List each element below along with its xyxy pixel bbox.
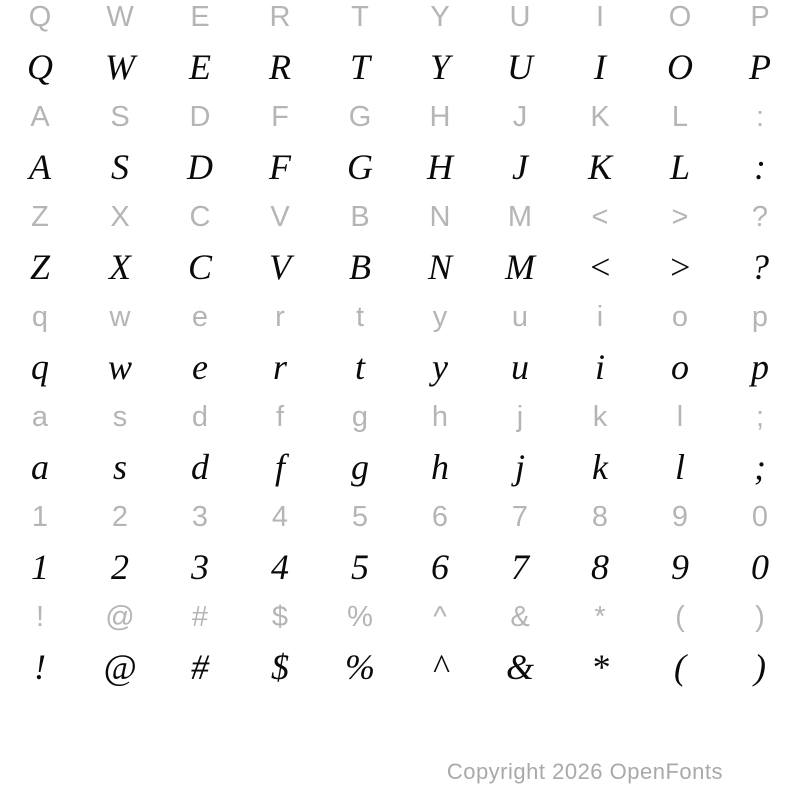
character-row-italic [0,442,800,492]
character-cell: f [275,400,285,433]
character-cell: 6 [431,500,449,533]
character-cell: * [594,600,606,633]
character-cell: I [595,0,605,33]
character-cell: $ [271,600,289,633]
character-cell: X [110,200,130,233]
character-cell: e [192,347,208,387]
character-cell: g [351,447,369,487]
character-cell: S [111,147,129,187]
character-cell: y [432,347,448,387]
character-cell: f [274,447,285,487]
character-cell: U [507,47,533,87]
character-cell: U [509,0,531,33]
character-cell: H [427,147,453,187]
character-row-gray [0,0,800,42]
copyright-text: Copyright 2026 OpenFonts [446,759,723,784]
character-cell: r [275,300,285,333]
character-cell: 3 [191,547,209,587]
character-cell: e [191,300,209,333]
character-cell: h [431,447,449,487]
character-cell: 6 [431,547,449,587]
character-cell: J [512,147,528,187]
character-cell: u [511,300,529,333]
character-cell: y [432,300,448,333]
character-cell: @ [103,647,137,687]
character-row-gray [0,192,800,242]
character-cell: P [750,0,770,33]
character-cell: S [110,100,130,133]
character-cell: q [31,300,49,333]
character-cell: 1 [31,500,49,533]
character-cell: E [190,0,210,33]
character-cell: 1 [31,547,49,587]
character-row-gray [0,92,800,142]
character-cell: ( [674,647,686,687]
character-cell: Z [31,200,49,233]
character-cell: A [29,147,51,187]
character-cell: ^ [432,647,448,687]
character-cell: M [507,200,533,233]
character-cell: q [31,347,49,387]
character-cell: Z [29,247,51,287]
character-cell: : [755,100,765,133]
character-cell: 5 [351,500,369,533]
character-row-gray [0,392,800,442]
character-cell: E [189,47,211,87]
character-cell: 7 [511,500,529,533]
character-cell: s [112,447,127,487]
character-cell: u [511,347,529,387]
character-cell: t [354,347,365,387]
character-cell: 4 [271,500,289,533]
character-cell: l [676,400,684,433]
character-cell: C [187,247,212,287]
character-cell: C [189,200,211,233]
character-cell: j [516,400,524,433]
character-cell: N [427,247,452,287]
character-cell: R [269,47,291,87]
character-cell: 2 [111,547,129,587]
character-cell: T [349,47,371,87]
character-cell: 8 [591,500,609,533]
character-cell: t [355,300,365,333]
character-cell: D [187,147,213,187]
character-cell: j [514,447,525,487]
character-cell: * [591,647,609,687]
character-cell: Y [429,47,451,87]
character-row-italic [0,42,800,92]
character-cell: V [269,247,291,287]
character-cell: # [191,647,209,687]
character-cell: 9 [671,547,689,587]
character-cell: N [429,200,451,233]
character-cell: p [751,347,769,387]
character-row-italic [0,242,800,292]
character-cell: 7 [511,547,529,587]
character-cell: & [510,600,530,633]
character-cell: ) [754,647,766,687]
character-cell: k [592,400,608,433]
character-cell: i [594,347,605,387]
character-cell: 0 [751,547,769,587]
character-cell: r [272,347,287,387]
character-cell: < [591,200,609,233]
character-cell: Y [430,0,450,33]
character-cell: p [751,300,769,333]
character-cell: O [668,0,692,33]
character-cell: D [189,100,211,133]
character-cell: B [350,200,370,233]
character-cell: K [590,100,610,133]
character-cell: ! [35,600,45,633]
character-cell: s [112,400,128,433]
character-cell: l [674,447,685,487]
character-cell: P [749,47,771,87]
character-cell: ; [755,400,765,433]
character-cell: h [431,400,449,433]
character-cell: k [592,447,608,487]
character-cell: i [596,300,604,333]
character-row-gray [0,492,800,542]
character-cell: B [349,247,371,287]
character-cell: ) [755,600,765,633]
character-cell: H [429,100,451,133]
character-cell: 5 [351,547,369,587]
character-cell: o [671,300,689,333]
character-cell: 4 [271,547,289,587]
character-row-italic [0,342,800,392]
character-cell: ( [675,600,685,633]
character-cell: R [269,0,291,33]
character-cell: T [351,0,369,33]
character-cell: # [191,600,209,633]
character-cell: X [109,247,131,287]
character-cell: $ [271,647,289,687]
character-cell: 0 [751,500,769,533]
character-row-gray [0,592,800,642]
character-cell: J [512,100,528,133]
character-cell: 8 [591,547,609,587]
character-cell: & [505,647,534,687]
character-cell: 9 [671,500,689,533]
character-cell: G [347,147,373,187]
character-cell: M [505,247,535,287]
character-cell: o [671,347,689,387]
character-cell: F [271,100,289,133]
character-cell: K [587,147,612,187]
character-cell: d [191,447,209,487]
character-cell: ; [754,447,766,487]
character-cell: W [105,47,135,87]
character-cell: W [106,0,134,33]
character-cell: 2 [111,500,129,533]
character-cell: > [671,200,689,233]
character-cell: : [754,147,766,187]
character-cell: a [31,400,49,433]
character-cell: A [30,100,50,133]
character-cell: d [191,400,209,433]
character-cell: 3 [191,500,209,533]
character-cell: > [667,247,693,287]
character-cell: L [669,147,691,187]
character-cell: Q [27,47,53,87]
character-row-gray [0,292,800,342]
character-cell: % [347,600,373,633]
character-cell: O [667,47,693,87]
character-cell: a [31,447,49,487]
character-cell: G [348,100,372,133]
character-cell: L [671,100,689,133]
character-cell: % [345,647,375,687]
character-cell: I [594,47,606,87]
character-row-italic [0,542,800,592]
character-cell: V [270,200,290,233]
character-cell: ? [751,247,769,287]
character-cell: Q [28,0,52,33]
character-cell: w [109,300,131,333]
character-cell: ? [751,200,769,233]
character-row-italic [0,642,800,692]
character-cell: F [269,147,291,187]
character-cell: < [587,247,613,287]
character-cell: g [351,400,369,433]
character-cell: w [107,347,132,387]
character-row-italic [0,142,800,192]
character-cell: @ [105,600,135,633]
character-cell: ! [34,647,46,687]
character-cell: ^ [433,600,447,633]
